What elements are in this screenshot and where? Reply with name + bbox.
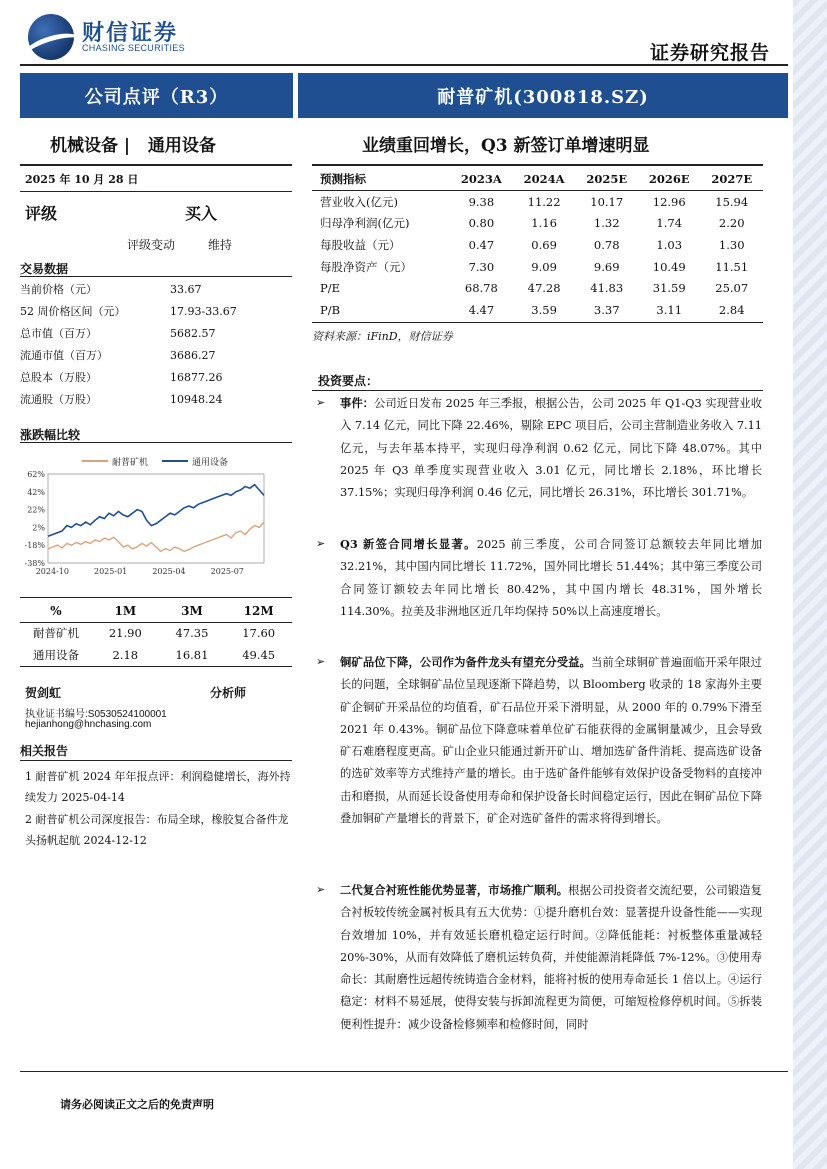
point-lead: 铜矿品位下降，公司作为备件龙头有望充分受益。 bbox=[340, 655, 591, 669]
logo-icon bbox=[28, 14, 74, 60]
forecast-header: 2024A bbox=[523, 171, 565, 186]
report-type: 证券研究报告 bbox=[650, 42, 771, 64]
logo-text-en: CHASING SECURITIES bbox=[82, 43, 185, 53]
forecast-cell: 3.11 bbox=[656, 302, 683, 317]
perf-header: 3M bbox=[181, 603, 203, 618]
arrow-bullet-icon: ➢ bbox=[316, 396, 326, 409]
footer-rule bbox=[20, 1071, 788, 1072]
forecast-cell: 0.78 bbox=[593, 237, 620, 252]
forecast-cell: 3.37 bbox=[593, 302, 620, 317]
point-text: 2025 前三季度，公司合同签订总额较去年同比增加 32.21%，其中国内同比增长 11.72%，国外同比增长 51.44%；其中第三季度公司合同签订额较去年同比增长 80.42%，其中国内增长 48.31%，国外增长 114.30%。拉美及非洲地区近几年均保持 50%以上高速度增长。 bbox=[340, 538, 762, 618]
forecast-cell: 0.47 bbox=[468, 237, 495, 252]
forecast-cell: 每股净资产（元） bbox=[320, 259, 412, 274]
forecast-cell: 25.07 bbox=[715, 281, 749, 296]
forecast-cell: 4.47 bbox=[468, 302, 495, 317]
trading-key: 总股本（万股） bbox=[20, 371, 97, 384]
legend-label: 通用设备 bbox=[192, 458, 229, 468]
forecast-cell: 11.22 bbox=[527, 194, 561, 209]
forecast-cell: 15.94 bbox=[715, 194, 749, 209]
perf-cell: 2.18 bbox=[112, 647, 139, 662]
y-tick-label: 42% bbox=[27, 487, 45, 497]
y-tick-label: 22% bbox=[27, 505, 45, 515]
y-tick-label: 2% bbox=[32, 523, 45, 533]
report-date: 2025 年 10 月 28 日 bbox=[25, 173, 139, 186]
trading-data-title: 交易数据 bbox=[20, 262, 69, 276]
disclaimer-note: 请务必阅读正文之后的免责声明 bbox=[60, 1098, 214, 1111]
point-lead: 事件： bbox=[340, 396, 375, 410]
rule bbox=[20, 442, 292, 443]
forecast-row bbox=[312, 277, 763, 299]
forecast-cell: 0.80 bbox=[468, 216, 495, 231]
rule bbox=[20, 760, 292, 761]
point-text: 当前全球铜矿普遍面临开采年限过长的问题，全球铜矿品位呈现逐渐下降趋势，以 Bloomberg 收录的 18 家海外主要矿企铜矿开采品位的均值看，矿石品位开采下滑明显，从 2000 年的 0.79%下滑至 2021 年 0.43%。铜矿品位下降意味着单位矿石能获得的金属铜量减少，且会导致矿石难磨程度更高。矿山企业只能通过新开矿山、增加选矿备件消耗、提高选矿设备的选矿效率等方式维持产量的增长。由于选矿备件能够有效保护设备受物料的直接冲击和磨损，从而延长设备使用寿命和保护设备长时间稳定运行，因此在铜矿品位下降叠加铜矿产量增长的背景下，矿企对选矿备件的需求将得到增长。 bbox=[340, 656, 762, 826]
x-tick-label: 2025-07 bbox=[210, 567, 244, 576]
y-tick-label: -38% bbox=[24, 559, 45, 568]
rating-value: 买入 bbox=[185, 204, 218, 223]
x-tick-label: 2025-04 bbox=[152, 567, 186, 576]
perf-header: 1M bbox=[114, 603, 137, 618]
forecast-header: 2027E bbox=[711, 171, 753, 186]
headline: 业绩重回增长，Q3 新签订单增速明显 bbox=[362, 136, 650, 156]
forecast-cell: P/B bbox=[320, 302, 341, 317]
rule bbox=[312, 164, 763, 166]
related-report-item[interactable]: 1 耐普矿机 2024 年年报点评：利润稳健增长，海外持续发力 2025-04-14 bbox=[25, 770, 291, 804]
forecast-table bbox=[312, 168, 763, 321]
forecast-row bbox=[312, 212, 763, 234]
point-lead: Q3 新签合同增长显著。 bbox=[340, 537, 477, 551]
investment-point bbox=[318, 879, 762, 1036]
rule bbox=[20, 191, 292, 192]
analyst-email[interactable]: hejianhong@hnchasing.com bbox=[25, 719, 152, 730]
point-text: 根据公司投资者交流纪要，公司锻造复合衬板较传统金属衬板具有五大优势：①提升磨机台效：显著提升设备性能——实现台效增加 10%，并有效延长磨机稳定运行时间。②降低能耗：衬板整体重量减轻 20%-30%，从而有效降低了磨机运转负荷，并使能源消耗降低 7%-12%。③使用寿命长：其耐磨性远超传统铸造合金材料，能将衬板的使用寿命延长 1 倍以上。④运行稳定：材料不易延展，使得安装与拆卸流程更为简便，可缩短检修停机时间。⑤拆装便利性提升：减少设备检修频率和检修时间，同时 bbox=[340, 884, 762, 1031]
forecast-row bbox=[312, 256, 763, 278]
trading-value: 3686.27 bbox=[170, 349, 216, 362]
forecast-cell: 9.38 bbox=[468, 194, 495, 209]
forecast-cell: 0.69 bbox=[531, 237, 557, 252]
rating-change-value: 维持 bbox=[208, 238, 233, 252]
forecast-cell: 10.49 bbox=[652, 259, 686, 274]
y-tick-label: -18% bbox=[24, 541, 45, 551]
perf-cell: 16.81 bbox=[175, 647, 209, 662]
y-tick-label: 62% bbox=[27, 470, 45, 479]
trading-key: 52 周价格区间（元） bbox=[20, 305, 126, 318]
trading-row bbox=[20, 279, 270, 301]
rule bbox=[312, 322, 763, 323]
trading-row bbox=[20, 301, 270, 323]
report-category-band: 公司点评（R3） bbox=[20, 73, 293, 118]
company-title-band: 耐普矿机(300818.SZ) bbox=[298, 73, 788, 118]
trading-key: 流通股（万股） bbox=[20, 393, 97, 406]
point-text: 公司近日发布 2025 年三季报，根据公告，公司 2025 年 Q1-Q3 实现营业收入 7.14 亿元，同比下降 22.46%，剔除 EPC 项目后，公司主营制造业务收入 7.11 亿元，与去年基本持平，实现归母净利润 0.62 亿元，同比下降 48.07%。其中 2025 年 Q3 单季度实现营业收入 3.01 亿元，同比增长 2.18%，环比增长 37.15%；实现归母净利润 0.46 亿元，同比增长 26.31%，环比增长 301.71%。 bbox=[340, 397, 762, 500]
trading-row bbox=[20, 345, 270, 367]
header-rule bbox=[20, 64, 788, 66]
trading-row bbox=[20, 323, 270, 345]
forecast-cell: 41.83 bbox=[590, 281, 624, 296]
series-line-industry bbox=[48, 485, 264, 537]
x-tick-label: 2024-10 bbox=[35, 567, 69, 576]
analyst-name: 贺剑虹 bbox=[25, 686, 62, 700]
forecast-cell: 2.20 bbox=[718, 216, 745, 231]
forecast-cell: 2.84 bbox=[718, 302, 745, 317]
rating-label: 评级 bbox=[25, 204, 58, 223]
forecast-cell: 1.30 bbox=[718, 237, 745, 252]
forecast-cell: 9.09 bbox=[531, 259, 557, 274]
trading-row bbox=[20, 367, 270, 389]
forecast-cell: 9.69 bbox=[593, 259, 620, 274]
logo-text-cn: 财信证券 bbox=[82, 20, 179, 46]
related-report-item[interactable]: 2 耐普矿机公司深度报告：布局全球，橡胶复合备件龙头扬帆起航 2024-12-12 bbox=[25, 813, 289, 847]
trading-value: 5682.57 bbox=[170, 327, 216, 340]
rule bbox=[312, 390, 763, 391]
price-comparison-chart bbox=[20, 448, 292, 583]
forecast-cell: P/E bbox=[320, 281, 341, 296]
table-source-note: 资料来源：iFinD，财信证券 bbox=[312, 330, 453, 343]
forecast-header: 预测指标 bbox=[320, 171, 366, 186]
forecast-cell: 1.16 bbox=[531, 216, 557, 231]
rule bbox=[20, 164, 292, 166]
perf-cell: 49.45 bbox=[242, 647, 276, 662]
related-reports-title: 相关报告 bbox=[20, 744, 69, 758]
arrow-bullet-icon: ➢ bbox=[316, 883, 326, 896]
investment-point bbox=[318, 533, 762, 623]
forecast-row bbox=[312, 190, 763, 212]
forecast-cell: 11.51 bbox=[715, 259, 749, 274]
forecast-cell: 1.74 bbox=[656, 216, 683, 231]
industry-label: 机械设备 | 通用设备 bbox=[50, 136, 216, 156]
point-lead: 二代复合衬班性能优势显著，市场推广顺利。 bbox=[340, 883, 569, 897]
chart-frame bbox=[48, 474, 264, 563]
analyst-cert: 执业证书编号:S0530524100001 bbox=[25, 709, 167, 720]
x-tick-label: 2025-01 bbox=[94, 567, 128, 576]
forecast-cell: 1.32 bbox=[593, 216, 620, 231]
legend-label: 耐普矿机 bbox=[112, 458, 149, 468]
forecast-header: 2023A bbox=[460, 171, 502, 186]
analyst-role: 分析师 bbox=[210, 686, 247, 700]
investment-point bbox=[318, 651, 762, 830]
trading-value: 33.67 bbox=[170, 283, 202, 296]
perf-cell: 47.35 bbox=[175, 626, 209, 641]
perf-cell: 21.90 bbox=[108, 626, 142, 641]
decorative-side-stripe bbox=[793, 0, 827, 1169]
forecast-cell: 7.30 bbox=[468, 259, 495, 274]
forecast-cell: 归母净利润(亿元) bbox=[320, 216, 410, 231]
rating-change-label: 评级变动 bbox=[127, 238, 176, 252]
arrow-bullet-icon: ➢ bbox=[316, 655, 326, 668]
forecast-cell: 3.59 bbox=[531, 302, 557, 317]
trading-key: 流通市值（百万） bbox=[20, 349, 108, 362]
forecast-cell: 47.28 bbox=[527, 281, 561, 296]
forecast-cell: 10.17 bbox=[590, 194, 624, 209]
forecast-cell: 12.96 bbox=[652, 194, 686, 209]
forecast-header: 2025E bbox=[586, 171, 628, 186]
trading-value: 16877.26 bbox=[170, 371, 223, 384]
trading-key: 总市值（百万） bbox=[20, 327, 97, 340]
forecast-cell: 1.03 bbox=[656, 237, 683, 252]
perf-cell: 通用设备 bbox=[33, 647, 79, 662]
arrow-bullet-icon: ➢ bbox=[316, 537, 326, 550]
chart-title: 涨跌幅比较 bbox=[20, 428, 81, 442]
performance-table bbox=[20, 600, 292, 667]
forecast-cell: 68.78 bbox=[464, 281, 498, 296]
investment-points-title: 投资要点： bbox=[318, 374, 379, 388]
investment-point bbox=[318, 392, 762, 504]
perf-header: 12M bbox=[243, 603, 274, 618]
forecast-cell: 31.59 bbox=[652, 281, 686, 296]
forecast-row bbox=[312, 234, 763, 256]
perf-header: % bbox=[50, 603, 62, 618]
forecast-cell: 营业收入(亿元) bbox=[320, 194, 398, 209]
forecast-header: 2026E bbox=[648, 171, 690, 186]
trading-value: 17.93-33.67 bbox=[170, 305, 237, 318]
trading-row bbox=[20, 389, 270, 411]
forecast-row bbox=[312, 299, 763, 321]
trading-value: 10948.24 bbox=[170, 393, 223, 406]
perf-cell: 17.60 bbox=[242, 626, 276, 641]
rule bbox=[20, 597, 292, 598]
trading-key: 当前价格（元） bbox=[20, 283, 97, 296]
perf-cell: 耐普矿机 bbox=[33, 626, 79, 641]
rule bbox=[20, 276, 292, 277]
forecast-cell: 每股收益（元） bbox=[320, 237, 401, 252]
series-line-company bbox=[48, 522, 264, 551]
